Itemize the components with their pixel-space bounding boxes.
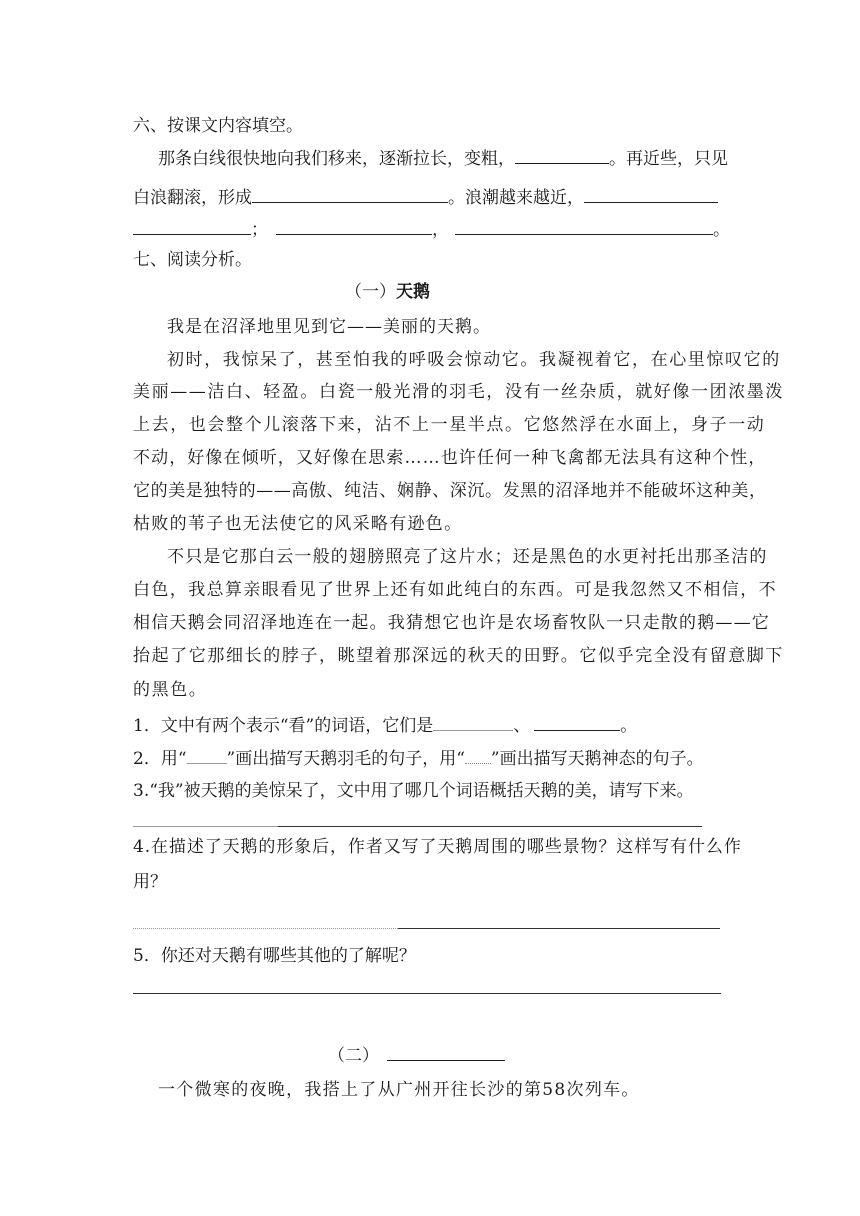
answer-line-3a[interactable] xyxy=(133,826,278,827)
blank-1[interactable] xyxy=(515,148,609,164)
para3-line: 白色，我总算亲眼看见了世界上还有如此纯白的东西。可是我忽然又不相信，不 xyxy=(133,580,777,600)
para3-line: 的黑色。 xyxy=(133,680,208,700)
sentence-3-end: 。 xyxy=(713,220,730,240)
para2-line: 不动，好像在倾听，又好像在思索……也许任何一种飞禽都无法具有这种个性， xyxy=(133,448,767,468)
article1-title-text: 天鹅 xyxy=(396,282,430,302)
straight-line-mark xyxy=(187,748,227,764)
article2-para1: 一个微寒的夜晚，我搭上了从广州开往长沙的第58次列车。 xyxy=(158,1080,640,1100)
sentence-3-sep-a: ； xyxy=(251,220,268,240)
question-1 xyxy=(133,715,637,736)
para2-line: 初时，我惊呆了，甚至怕我的呼吸会惊动它。我凝视着它，在心里惊叹它的 xyxy=(167,350,781,370)
sentence-3-sep-b: ， xyxy=(432,220,449,240)
para2-line: 美丽——洁白、轻盈。白瓷一般光滑的羽毛，没有一丝杂质，就好像一团浓墨泼 xyxy=(133,382,784,402)
question-3: 3.“我”被天鹅的美惊呆了，文中用了哪几个词语概括天鹅的美，请写下来。 xyxy=(133,781,694,801)
sentence-1-text-b: 。再近些，只见 xyxy=(609,149,728,169)
wavy-line-mark xyxy=(465,748,491,764)
question-1-end: 。 xyxy=(620,716,638,736)
fill-sentence-2 xyxy=(133,187,718,208)
answer-blank-1[interactable] xyxy=(433,715,513,731)
para3-line: 相信天鹅会同沼泽地连在一起。我猜想它也许是农场畜牧队一只走散的鹅——它 xyxy=(133,613,770,633)
blank-5[interactable] xyxy=(455,219,713,235)
section6-heading: 六、按课文内容填空。 xyxy=(133,116,303,136)
blank-3-start[interactable] xyxy=(584,187,718,203)
blank-2[interactable] xyxy=(252,187,448,203)
para2-line: 上去，也会整个儿滚落下来，沾不上一星半点。它悠然浮在水面上，身子一动 xyxy=(133,415,766,435)
question-2-text-a: 2．用“ xyxy=(133,749,187,769)
sentence-2-text-a: 白浪翻滚，形成 xyxy=(133,188,252,208)
article1-title-prefix: （一） xyxy=(345,282,396,302)
para2-line: 它的美是独特的——高傲、纯洁、娴静、深沉。发黑的沼泽地并不能破坏这种美， xyxy=(133,481,767,501)
answer-line-4b[interactable] xyxy=(398,928,720,929)
answer-line-3b[interactable] xyxy=(278,826,702,827)
fill-sentence-3 xyxy=(133,219,730,240)
question-1-text: 1．文中有两个表示“看”的词语，它们是 xyxy=(133,716,434,736)
fill-sentence-1 xyxy=(158,148,728,169)
question-1-sep: 、 xyxy=(513,716,531,736)
question-4-line2: 用？ xyxy=(133,872,167,892)
answer-line-5[interactable] xyxy=(133,993,721,994)
sentence-1-text-a: 那条白线很快地向我们移来，逐渐拉长，变粗， xyxy=(158,149,515,169)
section7-heading: 七、阅读分析。 xyxy=(133,250,252,270)
question-5: 5．你还对天鹅有哪些其他的了解呢？ xyxy=(133,946,416,966)
para3-line: 抬起了它那细长的脖子，眺望着那深远的秋天的田野。它似乎完全没有留意脚下 xyxy=(133,646,784,666)
question-2-text-b: ”画出描写天鹅羽毛的句子，用“ xyxy=(226,749,465,769)
article1-title xyxy=(345,282,430,302)
question-2-text-c: ”画出描写天鹅神态的句子。 xyxy=(490,749,704,769)
article2-title-blank[interactable] xyxy=(387,1045,505,1061)
question-4-line1: 4.在描述了天鹅的形象后，作者又写了天鹅周围的哪些景物？这样写有什么作 xyxy=(133,837,742,857)
para2-line: 枯败的苇子也无法使它的风采略有逊色。 xyxy=(133,514,463,534)
answer-line-4a[interactable] xyxy=(133,928,398,929)
article2-title-prefix: （二） xyxy=(328,1046,379,1066)
article2-title xyxy=(328,1045,505,1066)
blank-4[interactable] xyxy=(276,219,432,235)
answer-blank-2[interactable] xyxy=(534,715,620,731)
para3-line: 不只是它那白云一般的翅膀照亮了这片水；还是黑色的水更衬托出那圣洁的 xyxy=(167,547,768,567)
sentence-2-text-b: 。浪潮越来越近， xyxy=(448,188,584,208)
article1-para1: 我是在沼泽地里见到它——美丽的天鹅。 xyxy=(167,317,491,337)
question-2 xyxy=(133,748,704,769)
blank-3-end[interactable] xyxy=(133,219,251,235)
